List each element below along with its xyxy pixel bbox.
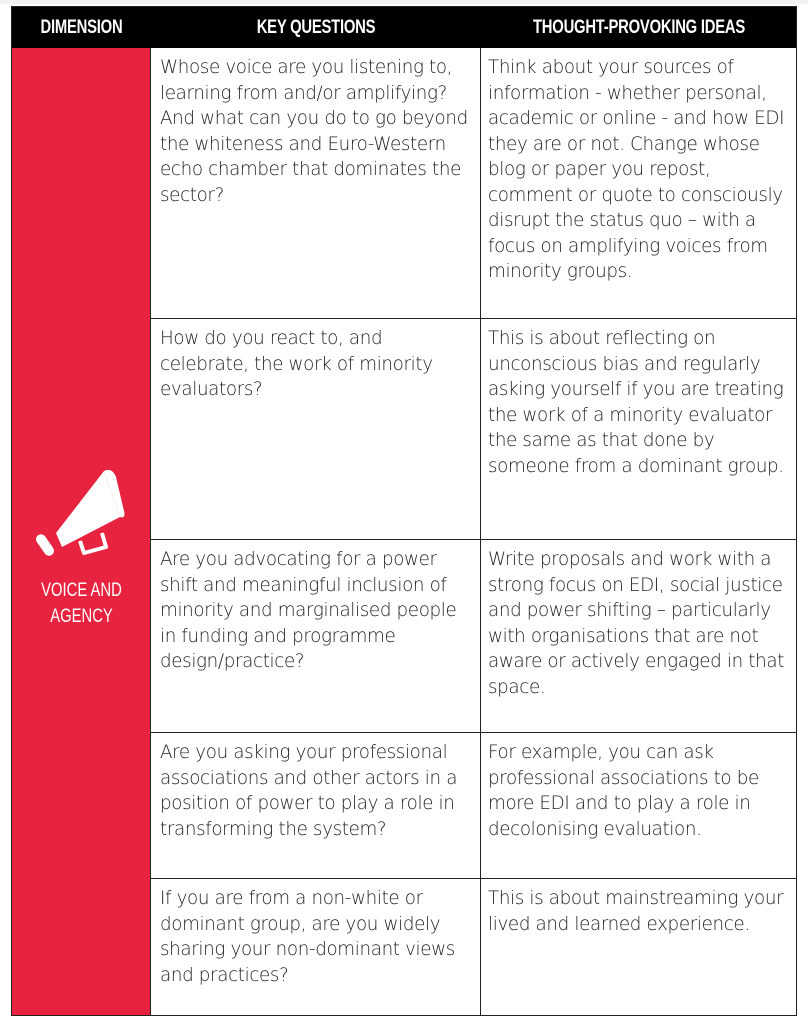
idea-cell: For example, you can ask professional associations to be more EDI and to play a role in decolonising evaluation. [488,742,759,840]
table-row [151,878,797,1015]
header-dimension: DIMENSION [40,17,123,38]
idea-cell: Write proposals and work with a strong focus on EDI, social justice and power shifting – particularly with organisations that are not aware or actively engaged in that space. [488,549,785,698]
dimension-column [12,48,151,1015]
idea-cell: This is about mainstreaming your lived and learned experience. [488,888,784,935]
header-ideas: THOUGHT-PROVOKING IDEAS [532,17,745,38]
table-row [151,318,797,539]
question-cell: How do you react to, and celebrate, the work of minority evaluators? [151,319,481,539]
header-key-questions: KEY QUESTIONS [256,17,376,38]
question-cell: If you are from a non-white or dominant group, are you widely sharing your non-dominant views and practices? [151,879,481,1015]
table-row [151,732,797,878]
question-cell: Are you advocating for a power shift and meaningful inclusion of minority and marginalised people in funding and programme design/practice? [151,540,481,732]
page-top-strip [0,0,808,4]
dimension-label [27,578,135,630]
table-row [151,539,797,732]
dimension-label-line2: AGENCY [50,606,113,627]
dimension-label-line1: VOICE AND [41,580,122,601]
idea-cell: This is about reflecting on unconscious bias and regularly asking yourself if you are treating the work of a minority evaluator the same as that done by someone from a dominant group. [488,328,784,477]
table-header [12,7,796,48]
table-row [151,48,797,318]
idea-cell: Think about your sources of information - whether personal, academic or online - and how EDI they are or not. Change whose blog or paper you repost, comment or quote to consciously disrupt the status quo – with a focus on amplifying voices from minority groups. [488,57,785,282]
question-cell: Whose voice are you listening to, learning from and/or amplifying? And what can you do to go beyond the whiteness and Euro-Western echo chamber that dominates the sector? [151,48,481,318]
megaphone-icon [28,461,128,561]
voice-agency-table [11,6,797,1016]
question-cell: Are you asking your professional associations and other actors in a position of power to play a role in transforming the system? [151,733,481,878]
